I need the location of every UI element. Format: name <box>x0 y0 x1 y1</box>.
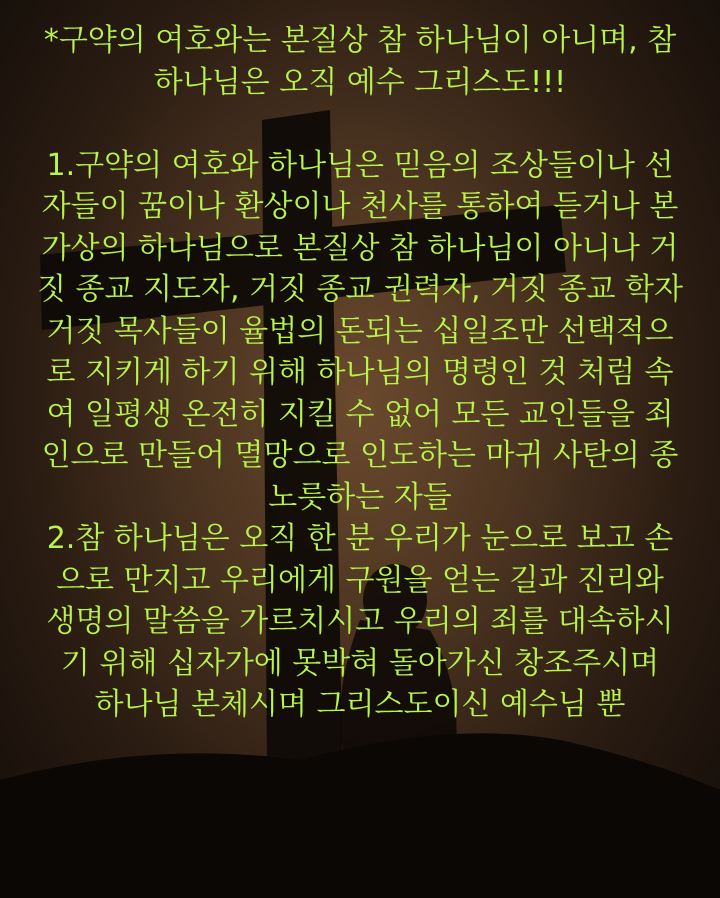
point-1-line: 여 일평생 온전히 지킬 수 없어 모든 교인들을 죄 <box>46 396 674 432</box>
ground-silhouette <box>0 733 720 898</box>
point-1-paragraph <box>0 145 720 519</box>
heading-line: *구약의 여호와는 본질상 참 하나님이 아니며, 참 <box>43 23 677 58</box>
point-1-line: 거짓 목사들이 율법의 돈되는 십일조만 선택적으 <box>46 313 674 349</box>
point-2-line: 2.참 하나님은 오직 한 분 우리가 눈으로 보고 손 <box>46 521 674 556</box>
point-1-line: 인으로 만들어 멸망으로 인도하는 마귀 사탄의 종 <box>41 438 679 473</box>
point-1-line: 짓 종교 지도자, 거짓 종교 권력자, 거짓 종교 학자 <box>37 272 683 307</box>
heading <box>0 20 720 103</box>
point-2-line: 생명의 말씀을 가르치시고 우리의 죄를 대속하시 <box>46 604 674 639</box>
point-1-line: 가상의 하나님으로 본질상 참 하나님이 아니나 거 <box>41 230 679 266</box>
point-2-line: 하나님 본체시며 그리스도이신 예수님 뿐 <box>94 687 626 722</box>
blank-line <box>0 103 720 145</box>
point-1-line: 노릇하는 자들 <box>268 479 452 515</box>
point-1-line: 자들이 꿈이나 환상이나 천사를 통하여 듣거나 본 <box>41 189 679 224</box>
point-1-line: 로 지키게 하기 위해 하나님의 명령인 것 처럼 속 <box>46 355 674 390</box>
point-2-paragraph <box>0 518 720 726</box>
point-1-line: 1.구약의 여호와 하나님은 믿음의 조상들이나 선 <box>46 147 674 183</box>
point-2-line: 기 위해 십자가에 못박혀 돌아가신 창조주시며 <box>60 645 660 681</box>
heading-line: 하나님은 오직 예수 그리스도!!! <box>153 64 567 100</box>
point-2-line: 으로 만지고 우리에게 구원을 얻는 길과 진리와 <box>56 562 664 598</box>
